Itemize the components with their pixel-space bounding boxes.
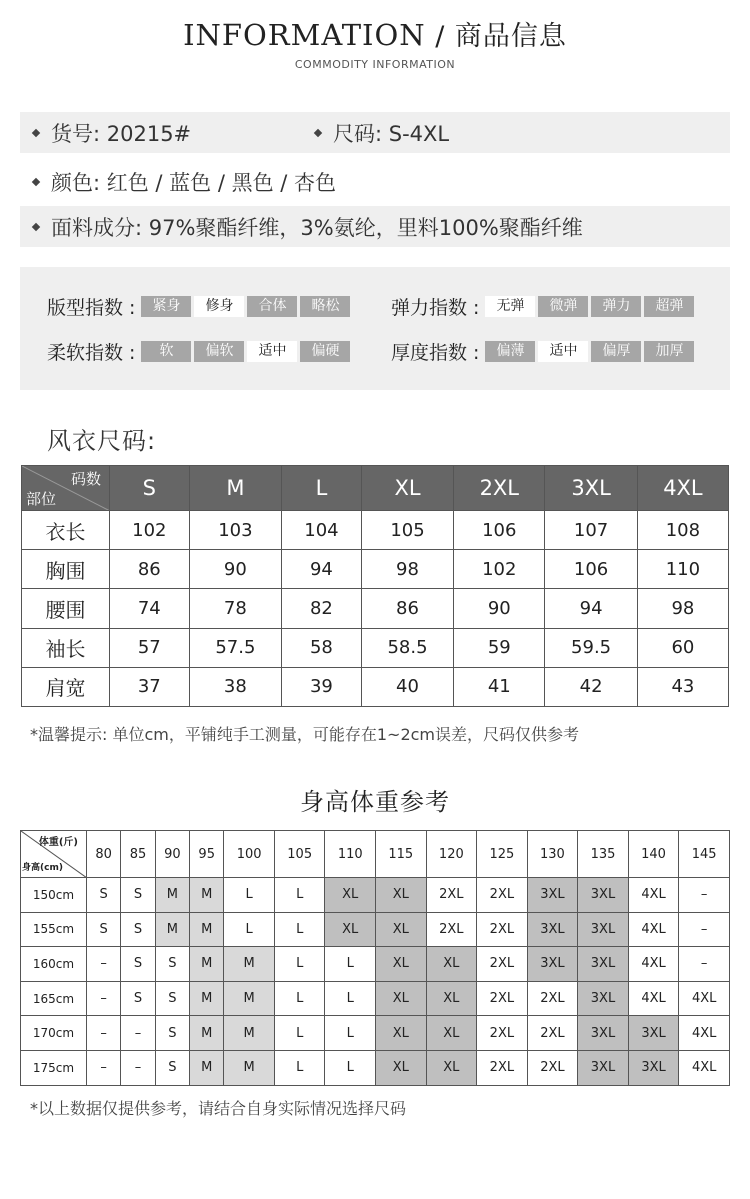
weight-header-cell: 80 bbox=[87, 831, 121, 878]
fabric-text: 面料成分: 97%聚酯纤维，3%氨纶，里料100%聚酯纤维 bbox=[51, 215, 583, 240]
size-recommendation-cell: 4XL bbox=[679, 1016, 730, 1051]
weight-header-cell: 145 bbox=[679, 831, 730, 878]
title-cn: 商品信息 bbox=[454, 21, 567, 52]
size-recommendation-cell: XL bbox=[376, 878, 427, 913]
part-label-cell: 衣长 bbox=[22, 511, 110, 550]
size-recommendation-cell: 3XL bbox=[578, 947, 629, 982]
size-recommendation-cell: S bbox=[87, 878, 121, 913]
measurement-cell: 57 bbox=[110, 628, 190, 667]
size-recommendation-cell: XL bbox=[426, 981, 477, 1016]
size-recommendation-cell: 2XL bbox=[527, 1050, 578, 1085]
reference-title: 身高体重参考 bbox=[300, 788, 450, 816]
size-recommendation-cell: M bbox=[190, 1050, 224, 1085]
soft-tag-1: 偏软 bbox=[194, 341, 244, 362]
table-row bbox=[21, 947, 730, 982]
page-title bbox=[0, 14, 750, 56]
size-header-cell: M bbox=[189, 466, 282, 511]
table-row bbox=[22, 550, 729, 589]
size-recommendation-cell: 3XL bbox=[578, 1016, 629, 1051]
reference-note: *以上数据仅提供参考，请结合自身实际情况选择尺码 bbox=[30, 1099, 407, 1118]
size-recommendation-cell: M bbox=[155, 912, 189, 947]
fit-tag-0: 紧身 bbox=[141, 296, 191, 317]
measurement-cell: 90 bbox=[189, 550, 282, 589]
measurement-cell: 42 bbox=[545, 667, 638, 706]
size-recommendation-cell: 2XL bbox=[527, 981, 578, 1016]
elastic-tag-2: 弹力 bbox=[591, 296, 641, 317]
fit-tag-1: 修身 bbox=[194, 296, 244, 317]
table-row bbox=[21, 981, 730, 1016]
measurement-cell: 90 bbox=[454, 589, 545, 628]
info-color bbox=[20, 167, 336, 197]
size-recommendation-cell: S bbox=[121, 878, 155, 913]
measurement-cell: 86 bbox=[110, 550, 190, 589]
weight-header-cell: 135 bbox=[578, 831, 629, 878]
thick-tag-2: 偏厚 bbox=[591, 341, 641, 362]
size-corner-cell bbox=[22, 466, 110, 511]
size-recommendation-cell: – bbox=[87, 947, 121, 982]
info-size bbox=[302, 118, 449, 148]
info-row-color bbox=[20, 161, 730, 202]
color-text: 颜色: 红色 / 蓝色 / 黑色 / 杏色 bbox=[51, 170, 337, 195]
measurement-cell: 74 bbox=[110, 589, 190, 628]
size-recommendation-cell: M bbox=[224, 981, 275, 1016]
size-text: 尺码: S-4XL bbox=[333, 121, 450, 146]
size-recommendation-cell: S bbox=[121, 912, 155, 947]
size-recommendation-cell: – bbox=[679, 912, 730, 947]
weight-header-cell: 90 bbox=[155, 831, 189, 878]
weight-header-cell: 130 bbox=[527, 831, 578, 878]
size-recommendation-cell: S bbox=[87, 912, 121, 947]
corner-height-label: 身高(cm) bbox=[22, 863, 63, 873]
table-row bbox=[21, 1050, 730, 1085]
size-recommendation-cell: S bbox=[155, 947, 189, 982]
diamond-bullet-icon bbox=[32, 177, 40, 185]
size-recommendation-cell: M bbox=[190, 878, 224, 913]
weight-header-cell: 100 bbox=[224, 831, 275, 878]
reference-header-row bbox=[21, 831, 730, 878]
size-recommendation-cell: XL bbox=[325, 912, 376, 947]
measurement-cell: 98 bbox=[361, 550, 454, 589]
weight-header-cell: 110 bbox=[325, 831, 376, 878]
reference-table-body bbox=[21, 831, 730, 1086]
size-recommendation-cell: 3XL bbox=[527, 878, 578, 913]
soft-tag-2: 适中 bbox=[247, 341, 297, 362]
measurement-cell: 38 bbox=[189, 667, 282, 706]
soft-index bbox=[47, 338, 353, 365]
page-subtitle: COMMODITY INFORMATION bbox=[294, 58, 456, 71]
size-recommendation-cell: XL bbox=[376, 1050, 427, 1085]
info-row-fabric bbox=[20, 206, 730, 247]
size-header-row bbox=[22, 466, 729, 511]
measurement-cell: 104 bbox=[282, 511, 362, 550]
size-recommendation-cell: XL bbox=[376, 912, 427, 947]
measurement-cell: 59 bbox=[454, 628, 545, 667]
weight-header-cell: 120 bbox=[426, 831, 477, 878]
size-recommendation-cell: 2XL bbox=[477, 1016, 528, 1051]
fit-tag-3: 略松 bbox=[300, 296, 350, 317]
size-recommendation-cell: S bbox=[155, 1016, 189, 1051]
measurement-cell: 39 bbox=[282, 667, 362, 706]
reference-corner-cell bbox=[21, 831, 87, 878]
size-recommendation-cell: XL bbox=[426, 947, 477, 982]
measurement-cell: 60 bbox=[637, 628, 728, 667]
item-no-text: 货号: 20215# bbox=[51, 121, 192, 146]
size-recommendation-cell: XL bbox=[325, 878, 376, 913]
part-label-cell: 腰围 bbox=[22, 589, 110, 628]
size-recommendation-cell: L bbox=[274, 947, 325, 982]
corner-weight-label: 体重(斤) bbox=[38, 837, 78, 848]
height-label-cell: 165cm bbox=[21, 981, 87, 1016]
weight-header-cell: 95 bbox=[190, 831, 224, 878]
table-row bbox=[22, 511, 729, 550]
size-recommendation-cell: M bbox=[190, 1016, 224, 1051]
size-recommendation-cell: S bbox=[121, 981, 155, 1016]
size-recommendation-cell: – bbox=[121, 1016, 155, 1051]
soft-tag-3: 偏硬 bbox=[300, 341, 350, 362]
weight-header-cell: 140 bbox=[628, 831, 679, 878]
size-recommendation-cell: 4XL bbox=[628, 912, 679, 947]
measurement-cell: 110 bbox=[637, 550, 728, 589]
fit-index-label: 版型指数 : bbox=[47, 297, 136, 319]
index-panel bbox=[20, 267, 730, 390]
size-recommendation-cell: M bbox=[190, 981, 224, 1016]
measurement-cell: 106 bbox=[545, 550, 638, 589]
measurement-cell: 43 bbox=[637, 667, 728, 706]
height-label-cell: 150cm bbox=[21, 878, 87, 913]
size-recommendation-cell: – bbox=[679, 878, 730, 913]
size-header-cell: XL bbox=[361, 466, 454, 511]
measurement-cell: 86 bbox=[361, 589, 454, 628]
measurement-cell: 103 bbox=[189, 511, 282, 550]
size-recommendation-cell: L bbox=[274, 981, 325, 1016]
size-recommendation-cell: L bbox=[274, 1050, 325, 1085]
size-recommendation-cell: 3XL bbox=[578, 912, 629, 947]
size-recommendation-cell: XL bbox=[376, 981, 427, 1016]
measurement-cell: 40 bbox=[361, 667, 454, 706]
fit-index bbox=[47, 293, 353, 320]
size-header-cell: 3XL bbox=[545, 466, 638, 511]
size-recommendation-cell: XL bbox=[426, 1050, 477, 1085]
size-recommendation-cell: S bbox=[155, 1050, 189, 1085]
elastic-tag-1: 微弹 bbox=[538, 296, 588, 317]
size-recommendation-cell: M bbox=[190, 947, 224, 982]
size-recommendation-cell: 4XL bbox=[628, 878, 679, 913]
size-header-cell: 4XL bbox=[637, 466, 728, 511]
measurement-cell: 58.5 bbox=[361, 628, 454, 667]
fit-tag-2: 合体 bbox=[247, 296, 297, 317]
size-recommendation-cell: L bbox=[325, 981, 376, 1016]
elastic-index-label: 弹力指数 : bbox=[391, 297, 480, 319]
size-recommendation-cell: 4XL bbox=[628, 947, 679, 982]
thick-tag-3: 加厚 bbox=[644, 341, 694, 362]
table-row bbox=[22, 589, 729, 628]
size-header-cell: L bbox=[282, 466, 362, 511]
diamond-bullet-icon bbox=[32, 222, 40, 230]
thick-tag-0: 偏薄 bbox=[485, 341, 535, 362]
size-recommendation-cell: XL bbox=[376, 1016, 427, 1051]
size-header-cell: S bbox=[110, 466, 190, 511]
weight-header-cell: 125 bbox=[477, 831, 528, 878]
part-label-cell: 胸围 bbox=[22, 550, 110, 589]
size-recommendation-cell: 3XL bbox=[527, 947, 578, 982]
size-recommendation-cell: M bbox=[224, 1016, 275, 1051]
size-chart-table bbox=[21, 465, 729, 707]
measurement-cell: 78 bbox=[189, 589, 282, 628]
thick-index bbox=[391, 338, 697, 365]
size-recommendation-cell: 3XL bbox=[527, 912, 578, 947]
info-row-item-size bbox=[20, 112, 730, 153]
part-label-cell: 肩宽 bbox=[22, 667, 110, 706]
measurement-cell: 94 bbox=[545, 589, 638, 628]
size-recommendation-cell: L bbox=[274, 878, 325, 913]
measurement-cell: 98 bbox=[637, 589, 728, 628]
size-chart-title: 风衣尺码: bbox=[47, 427, 157, 455]
height-label-cell: 155cm bbox=[21, 912, 87, 947]
elastic-tag-0: 无弹 bbox=[485, 296, 535, 317]
size-recommendation-cell: 4XL bbox=[679, 1050, 730, 1085]
size-recommendation-cell: L bbox=[274, 1016, 325, 1051]
thick-index-label: 厚度指数 : bbox=[391, 342, 480, 364]
size-recommendation-cell: 3XL bbox=[628, 1050, 679, 1085]
size-recommendation-cell: S bbox=[121, 947, 155, 982]
size-recommendation-cell: L bbox=[224, 912, 275, 947]
measurement-cell: 102 bbox=[110, 511, 190, 550]
height-label-cell: 170cm bbox=[21, 1016, 87, 1051]
size-chart-note: *温馨提示: 单位cm，平铺纯手工测量，可能存在1~2cm误差，尺码仅供参考 bbox=[30, 725, 580, 744]
size-recommendation-cell: 2XL bbox=[477, 981, 528, 1016]
size-recommendation-cell: L bbox=[224, 878, 275, 913]
size-recommendation-cell: L bbox=[325, 947, 376, 982]
size-recommendation-cell: 2XL bbox=[477, 1050, 528, 1085]
size-recommendation-cell: – bbox=[679, 947, 730, 982]
corner-part-label: 部位 bbox=[26, 490, 57, 508]
size-recommendation-cell: L bbox=[325, 1016, 376, 1051]
title-separator: / bbox=[425, 21, 455, 52]
reference-table bbox=[20, 830, 730, 1086]
size-recommendation-cell: M bbox=[224, 1050, 275, 1085]
weight-header-cell: 85 bbox=[121, 831, 155, 878]
table-row bbox=[22, 667, 729, 706]
measurement-cell: 82 bbox=[282, 589, 362, 628]
table-row bbox=[22, 628, 729, 667]
measurement-cell: 105 bbox=[361, 511, 454, 550]
size-recommendation-cell: M bbox=[190, 912, 224, 947]
corner-size-label: 码数 bbox=[70, 470, 101, 488]
height-label-cell: 175cm bbox=[21, 1050, 87, 1085]
measurement-cell: 107 bbox=[545, 511, 638, 550]
size-recommendation-cell: XL bbox=[376, 947, 427, 982]
weight-header-cell: 115 bbox=[376, 831, 427, 878]
size-recommendation-cell: 2XL bbox=[477, 878, 528, 913]
diamond-bullet-icon bbox=[32, 128, 40, 136]
elastic-index bbox=[391, 293, 697, 320]
size-recommendation-cell: – bbox=[87, 981, 121, 1016]
page-header bbox=[0, 14, 750, 71]
size-recommendation-cell: XL bbox=[426, 1016, 477, 1051]
table-row bbox=[21, 878, 730, 913]
size-recommendation-cell: S bbox=[155, 981, 189, 1016]
size-recommendation-cell: L bbox=[274, 912, 325, 947]
size-chart-body bbox=[22, 511, 729, 707]
title-en: INFORMATION bbox=[183, 18, 426, 52]
size-recommendation-cell: 4XL bbox=[628, 981, 679, 1016]
height-label-cell: 160cm bbox=[21, 947, 87, 982]
size-recommendation-cell: 3XL bbox=[578, 981, 629, 1016]
size-recommendation-cell: 3XL bbox=[578, 878, 629, 913]
size-recommendation-cell: 3XL bbox=[578, 1050, 629, 1085]
size-recommendation-cell: – bbox=[87, 1016, 121, 1051]
measurement-cell: 102 bbox=[454, 550, 545, 589]
measurement-cell: 57.5 bbox=[189, 628, 282, 667]
diamond-bullet-icon bbox=[314, 128, 322, 136]
table-row bbox=[21, 1016, 730, 1051]
size-recommendation-cell: L bbox=[325, 1050, 376, 1085]
size-recommendation-cell: M bbox=[224, 947, 275, 982]
info-fabric bbox=[20, 212, 583, 242]
size-recommendation-cell: M bbox=[155, 878, 189, 913]
soft-tag-0: 软 bbox=[141, 341, 191, 362]
measurement-cell: 108 bbox=[637, 511, 728, 550]
thick-tag-1: 适中 bbox=[538, 341, 588, 362]
elastic-tag-3: 超弹 bbox=[644, 296, 694, 317]
info-item-no bbox=[20, 118, 191, 148]
size-recommendation-cell: 2XL bbox=[426, 912, 477, 947]
part-label-cell: 袖长 bbox=[22, 628, 110, 667]
soft-index-label: 柔软指数 : bbox=[47, 342, 136, 364]
size-recommendation-cell: 4XL bbox=[679, 981, 730, 1016]
size-header-cell: 2XL bbox=[454, 466, 545, 511]
size-recommendation-cell: 2XL bbox=[426, 878, 477, 913]
size-recommendation-cell: 2XL bbox=[477, 947, 528, 982]
size-recommendation-cell: – bbox=[87, 1050, 121, 1085]
measurement-cell: 37 bbox=[110, 667, 190, 706]
measurement-cell: 59.5 bbox=[545, 628, 638, 667]
measurement-cell: 94 bbox=[282, 550, 362, 589]
measurement-cell: 58 bbox=[282, 628, 362, 667]
measurement-cell: 41 bbox=[454, 667, 545, 706]
measurement-cell: 106 bbox=[454, 511, 545, 550]
table-row bbox=[21, 912, 730, 947]
size-recommendation-cell: 2XL bbox=[477, 912, 528, 947]
size-recommendation-cell: – bbox=[121, 1050, 155, 1085]
weight-header-cell: 105 bbox=[274, 831, 325, 878]
size-recommendation-cell: 3XL bbox=[628, 1016, 679, 1051]
size-recommendation-cell: 2XL bbox=[527, 1016, 578, 1051]
